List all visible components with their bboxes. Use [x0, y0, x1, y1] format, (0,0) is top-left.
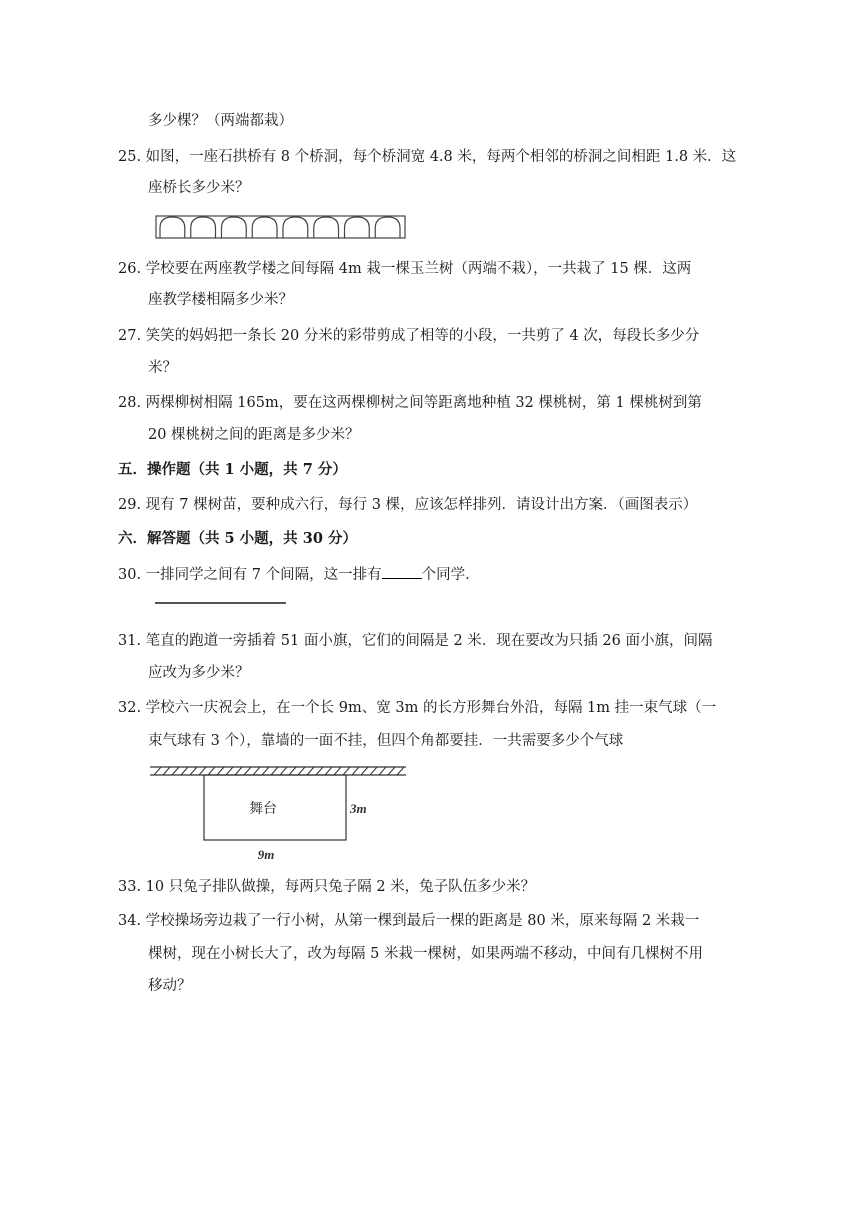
hatch-stroke [190, 767, 197, 775]
wall-hatching [154, 767, 404, 775]
answer-blank[interactable] [382, 564, 422, 579]
hatch-stroke [235, 767, 242, 775]
question-27-line2: 米？ [148, 360, 177, 376]
question-28-number: 28. [118, 395, 142, 411]
bridge-arch [222, 217, 247, 238]
hatch-stroke [343, 767, 350, 775]
question-34-text: 学校操场旁边栽了一行小树，从第一棵到最后一棵的距离是 80 米，原来每隔 2 米栽一 [145, 913, 700, 929]
question-26-text: 学校要在两座教学楼之间每隔 4m 栽一棵玉兰树（两端不栽），一共栽了 15 棵．这两 [145, 261, 692, 277]
q30-line-figure [155, 601, 287, 605]
bridge-deck [156, 216, 405, 238]
hatch-stroke [397, 767, 404, 775]
hatch-stroke [226, 767, 233, 775]
question-30-number: 30. [118, 567, 142, 583]
question-25-number: 25. [118, 149, 142, 165]
question-28-line2: 20 棵桃树之间的距离是多少米？ [148, 427, 360, 443]
question-31-text: 笔直的跑道一旁插着 51 面小旗，它们的间隔是 2 米．现在要改为只插 26 面小旗，间隔 [145, 633, 713, 649]
question-33-number: 33. [118, 879, 142, 895]
question-28-line1 [118, 393, 702, 413]
question-32-number: 32. [118, 700, 142, 716]
section-5-heading: 五．操作题（共 1 小题，共 7 分） [118, 461, 347, 478]
question-31-line1 [118, 631, 712, 651]
hatch-stroke [244, 767, 251, 775]
question-34-number: 34. [118, 913, 142, 929]
hatch-stroke [280, 767, 287, 775]
question-30-line1 [118, 564, 480, 585]
hatch-stroke [253, 767, 260, 775]
bridge-arch [252, 217, 277, 238]
question-33-line1 [118, 877, 535, 897]
hatch-stroke [307, 767, 314, 775]
question-29-text: 现有 7 棵树苗，要种成六行，每行 3 棵，应该怎样排列．请设计出方案．（画图表示） [145, 497, 698, 513]
question-30-text-post: 个同学． [421, 567, 480, 583]
bridge-arch [345, 217, 370, 238]
hatch-stroke [379, 767, 386, 775]
question-25-line2: 座桥长多少米？ [148, 180, 250, 196]
question-34-line3: 移动？ [148, 978, 192, 994]
bridge-arch [314, 217, 339, 238]
question-25-text: 如图，一座石拱桥有 8 个桥洞，每个桥洞宽 4.8 米，每两个相邻的桥洞之间相距 1.8 米．这 [145, 149, 737, 165]
question-28-text: 两棵柳树相隔 165m，要在这两棵柳树之间等距离地种植 32 棵桃树，第 1 棵桃树到第 [145, 395, 702, 411]
hatch-stroke [262, 767, 269, 775]
bridge-diagram [155, 214, 407, 240]
stage-label: 舞台 [249, 801, 277, 817]
question-27-text: 笑笑的妈妈把一条长 20 分米的彩带剪成了相等的小段，一共剪了 4 次，每段长多少分 [145, 328, 700, 344]
question-29-line1 [118, 495, 697, 515]
bridge-arch [160, 217, 185, 238]
question-34-line1 [118, 911, 699, 931]
width-label: 3m [350, 801, 367, 816]
question-31-number: 31. [118, 633, 142, 649]
question-32-line1 [118, 698, 716, 718]
hatch-stroke [289, 767, 296, 775]
prev-question-cont: 多少棵？（两端都栽） [148, 113, 293, 129]
hatch-stroke [325, 767, 332, 775]
question-26-line1 [118, 259, 691, 279]
hatch-stroke [217, 767, 224, 775]
question-27-number: 27. [118, 328, 142, 344]
bridge-arch [191, 217, 216, 238]
hatch-stroke [370, 767, 377, 775]
hatch-stroke [388, 767, 395, 775]
question-30-text-pre: 一排同学之间有 7 个间隔，这一排有 [145, 567, 382, 583]
hatch-stroke [271, 767, 278, 775]
hatch-stroke [154, 767, 161, 775]
question-32-text: 学校六一庆祝会上，在一个长 9m、宽 3m 的长方形舞台外沿，每隔 1m 挂一束气球（一 [145, 700, 717, 716]
hatch-stroke [163, 767, 170, 775]
hatch-stroke [352, 767, 359, 775]
hatch-stroke [316, 767, 323, 775]
question-26-number: 26. [118, 261, 142, 277]
question-27-line1 [118, 326, 699, 346]
question-32-line2: 束气球有 3 个），靠墙的一面不挂，但四个角都要挂．一共需要多少个气球 [148, 733, 624, 749]
bridge-arches [160, 217, 400, 238]
stage-diagram [150, 764, 410, 864]
hatch-stroke [172, 767, 179, 775]
hatch-stroke [181, 767, 188, 775]
question-31-line2: 应改为多少米？ [148, 665, 250, 681]
hatch-stroke [298, 767, 305, 775]
section-6-heading: 六．解答题（共 5 小题，共 30 分） [118, 530, 357, 547]
question-29-number: 29. [118, 497, 142, 513]
question-34-line2: 棵树，现在小树长大了，改为每隔 5 米栽一棵树，如果两端不移动，中间有几棵树不用 [148, 946, 703, 962]
hatch-stroke [208, 767, 215, 775]
question-33-text: 10 只兔子排队做操，每两只兔子隔 2 米，兔子队伍多少米？ [145, 879, 536, 895]
bridge-arch [375, 217, 400, 238]
hatch-stroke [361, 767, 368, 775]
question-25-line1 [118, 147, 736, 167]
length-label: 9m [257, 847, 275, 862]
bridge-arch [283, 217, 308, 238]
hatch-stroke [199, 767, 206, 775]
question-26-line2: 座教学楼相隔多少米？ [148, 292, 293, 308]
hatch-stroke [334, 767, 341, 775]
